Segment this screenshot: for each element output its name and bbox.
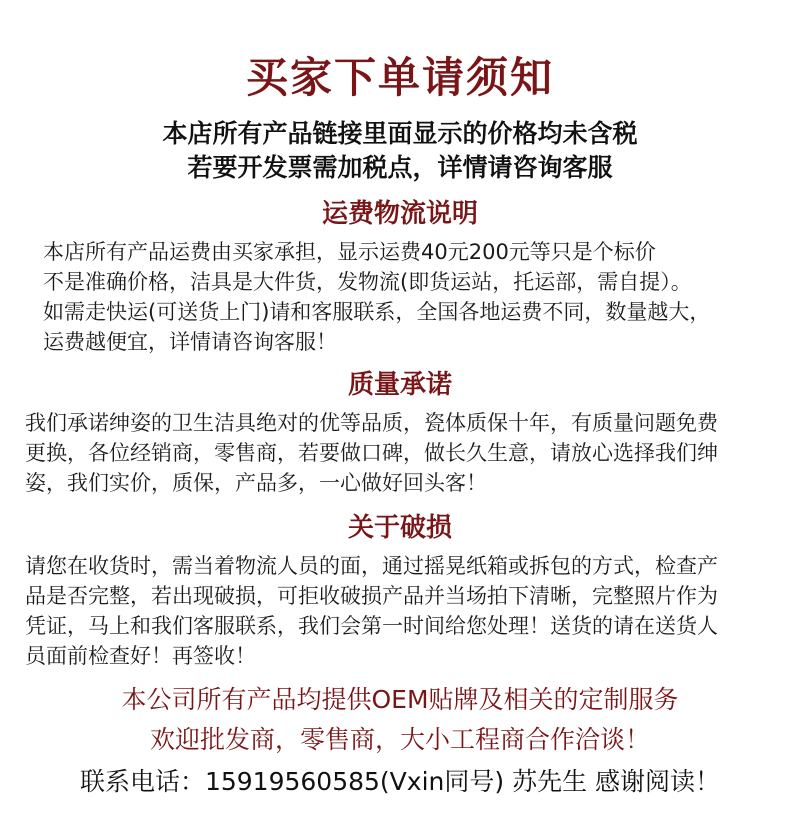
quality-line: 我们承诺绅姿的卫生洁具绝对的优等品质，瓷体质保十年，有质量问题免费 <box>25 411 718 435</box>
page-title: 买家下单请须知 <box>245 53 554 102</box>
tax-notice-line-1: 本店所有产品链接里面显示的价格均未含税 <box>162 119 638 148</box>
damage-line: 凭证，马上和我们客服联系，我们会第一时间给您处理！送货的请在送货人 <box>25 614 718 638</box>
oem-service-line: 本公司所有产品均提供OEM贴牌及相关的定制服务 <box>121 685 679 714</box>
quality-heading: 质量承诺 <box>347 370 452 400</box>
contact-line: 联系电话：15919560585(Vxin同号) 苏先生 感谢阅读！ <box>79 767 721 796</box>
damage-heading: 关于破损 <box>347 513 452 543</box>
shipping-line: 运费越便宜，详情请咨询客服！ <box>43 330 337 354</box>
wholesale-welcome-line: 欢迎批发商，零售商，大小工程商合作洽谈！ <box>149 725 650 754</box>
shipping-line: 不是准确价格，洁具是大件货，发物流(即货运站，托运部，需自提）。 <box>43 270 692 294</box>
shipping-line: 本店所有产品运费由买家承担，显示运费40元200元等只是个标价 <box>43 240 656 264</box>
damage-line: 品是否完整，若出现破损，可拒收破损产品并当场拍下清晰，完整照片作为 <box>25 584 718 608</box>
shipping-line: 如需走快运(可送货上门)请和客服联系，全国各地运费不同，数量越大， <box>43 300 711 324</box>
damage-line: 员面前检查好！再签收！ <box>25 644 256 668</box>
shipping-heading: 运费物流说明 <box>321 199 478 229</box>
quality-line: 更换，各位经销商，零售商，若要做口碑，做长久生意，请放心选择我们绅 <box>25 441 718 465</box>
tax-notice-line-2: 若要开发票需加税点，详情请咨询客服 <box>187 153 613 182</box>
quality-line: 姿，我们实价，质保，产品多，一心做好回头客！ <box>25 471 487 495</box>
damage-line: 请您在收货时，需当着物流人员的面，通过摇晃纸箱或拆包的方式，检查产 <box>25 554 718 578</box>
